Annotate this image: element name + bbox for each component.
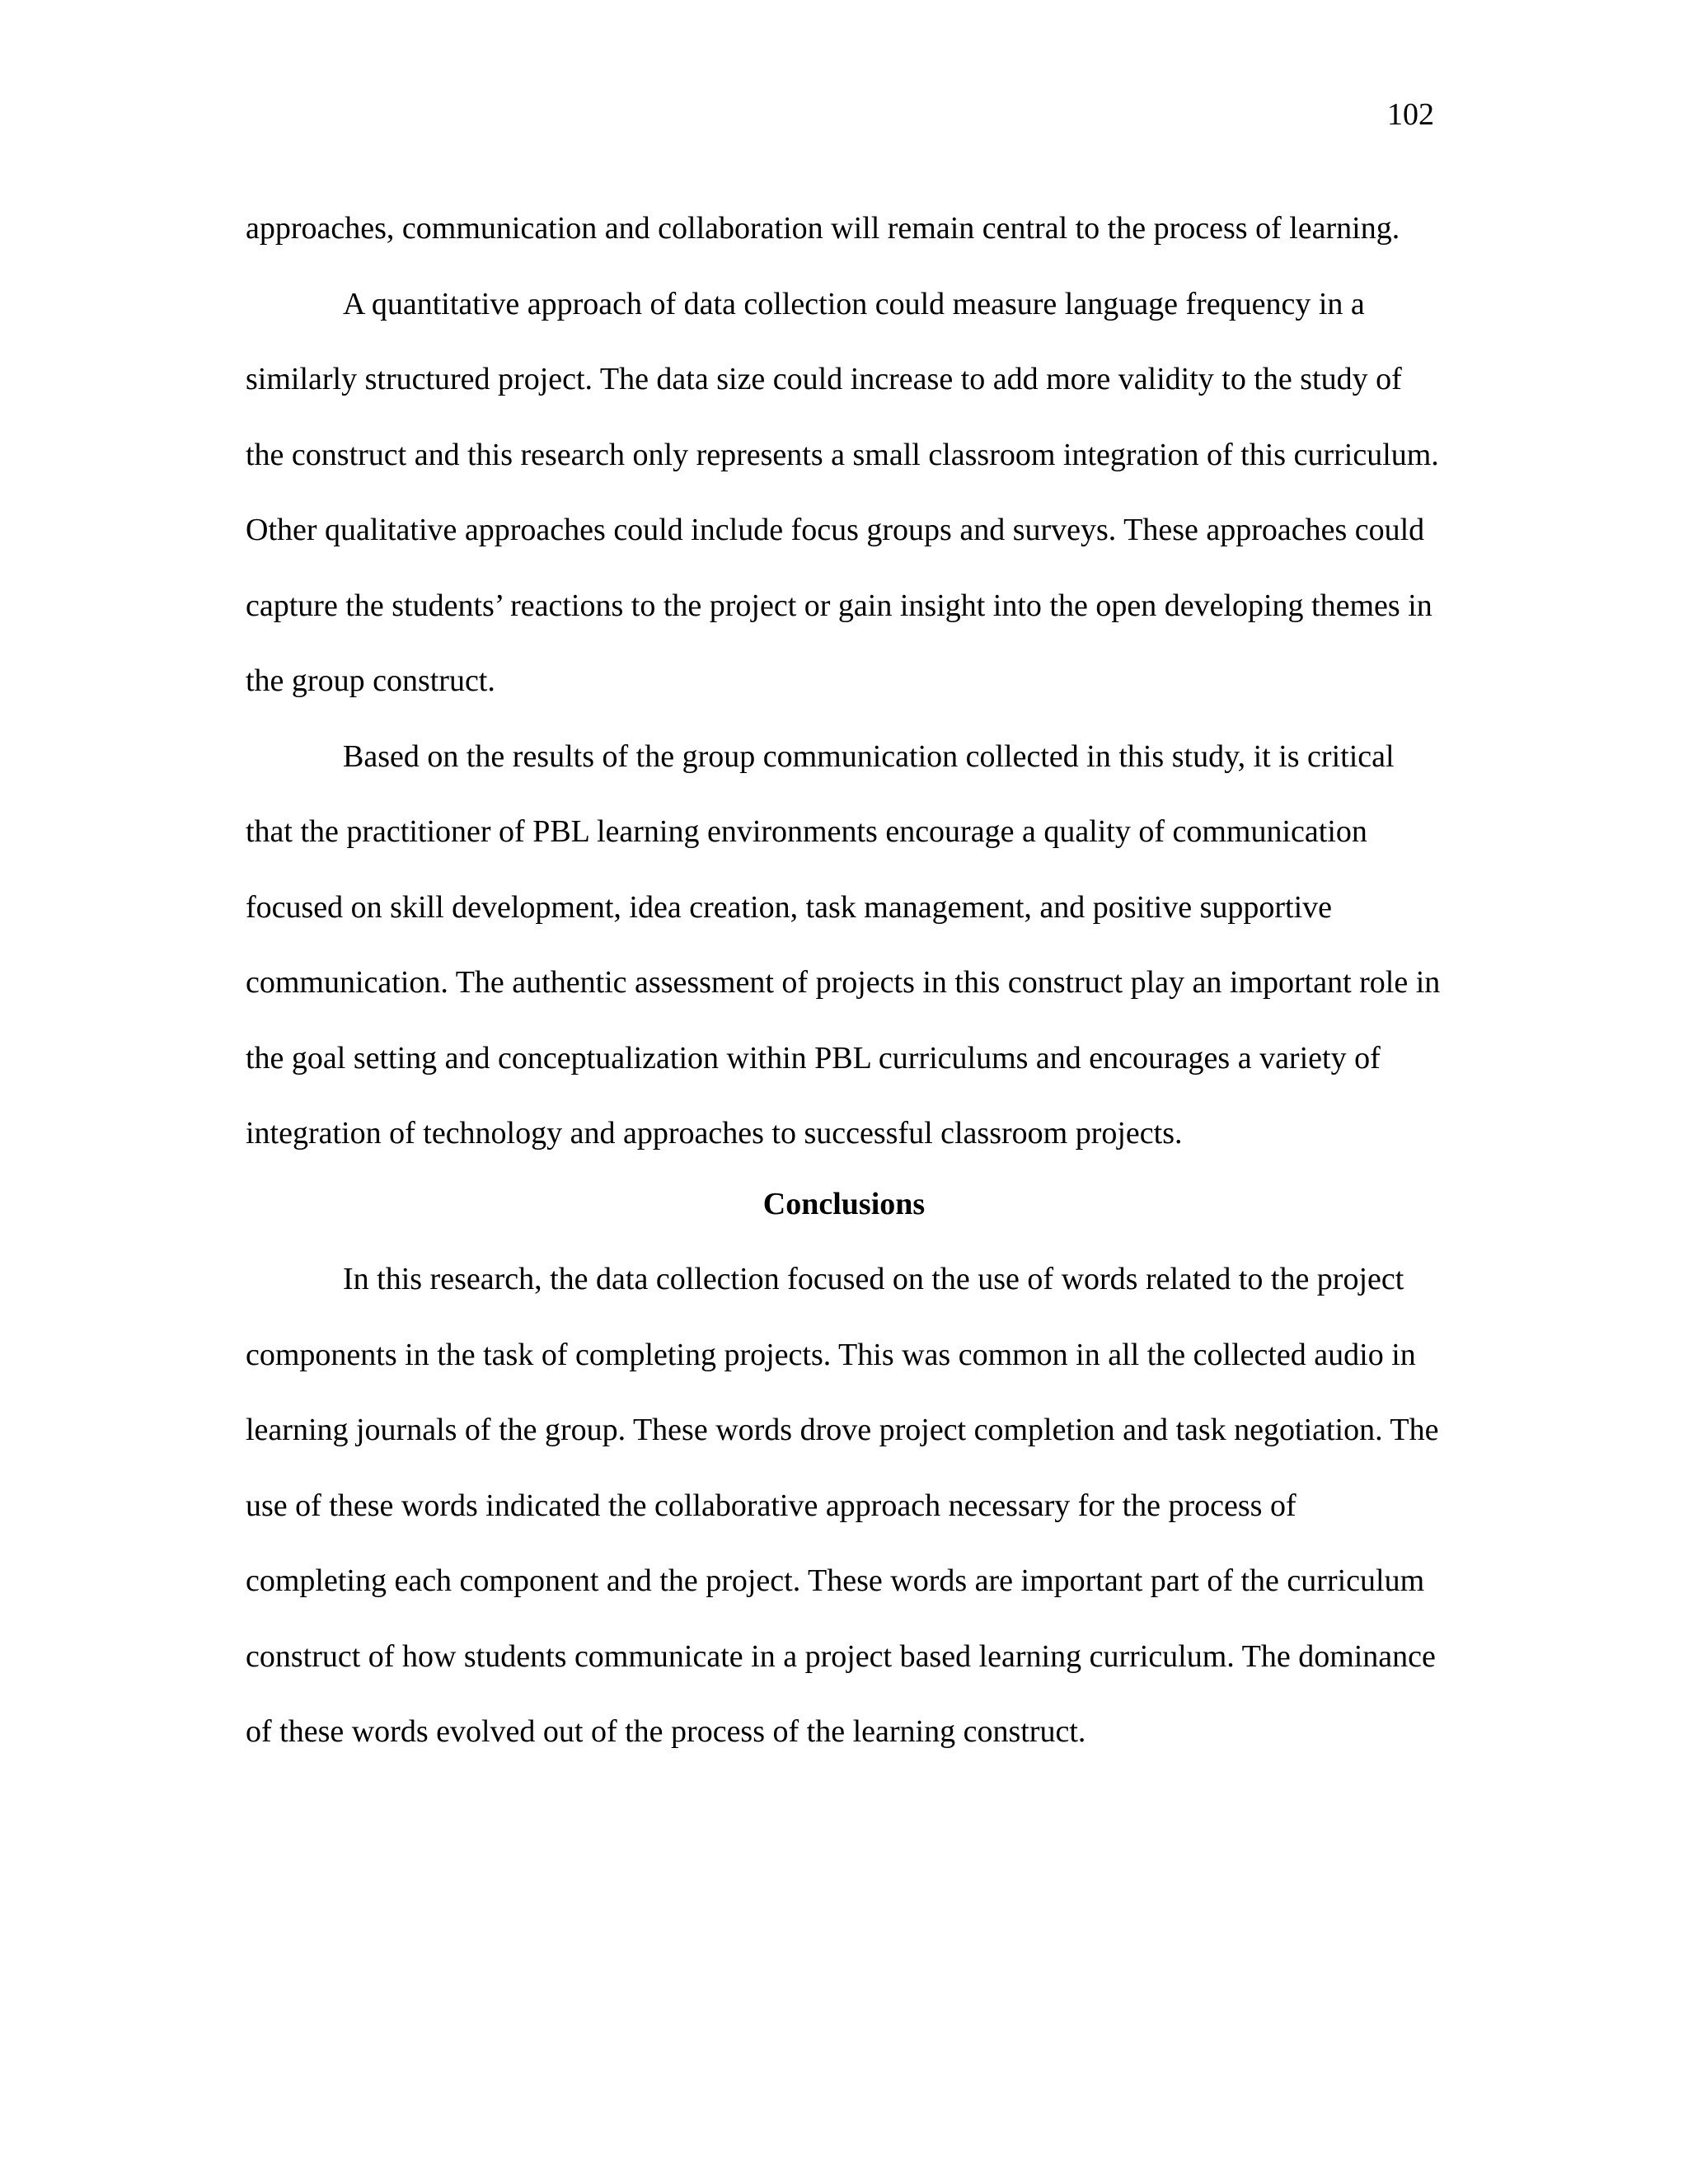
body-text (246, 191, 1442, 1770)
paragraph-conclusions: In this research, the data collection focused on the use of words related to the project components in the task of completing projects. This was common in all the collected audio in learning journals of the group. These words drove project completion and task negotiation. The use of these words indicated the collaborative approach necessary for the process of completing each component and the project. These words are important part of the curriculum construct of how students communicate in a project based learning curriculum. The dominance of these words evolved out of the process of the learning construct. (246, 1262, 1439, 1749)
conclusions-section (246, 1167, 1442, 1770)
page-number: 102 (1387, 97, 1434, 132)
paragraph-quantitative-approach: A quantitative approach of data collection could measure language frequency in a similarly structured project. The data size could increase to add more validity to the study of the construct and this research only represents a small classroom integration of this curriculum. Other qualitative approaches could include focus groups and surveys. These approaches could capture the students’ reactions to the project or gain insight into the open developing themes in the group construct. (246, 286, 1439, 698)
paragraph-group-communication-results: Based on the results of the group communication collected in this study, it is critical that the practitioner of PBL learning environments encourage a quality of communication focused on skill development, idea creation, task management, and positive supportive communication. The authentic assessment of projects in this construct play an important role in the goal setting and conceptualization within PBL curriculums and encourages a variety of integration of technology and approaches to successful classroom projects. (246, 738, 1441, 1151)
paragraph-continuation: approaches, communication and collaboration will remain central to the process of learning. (246, 211, 1400, 246)
section-heading-conclusions: Conclusions (762, 1186, 926, 1221)
